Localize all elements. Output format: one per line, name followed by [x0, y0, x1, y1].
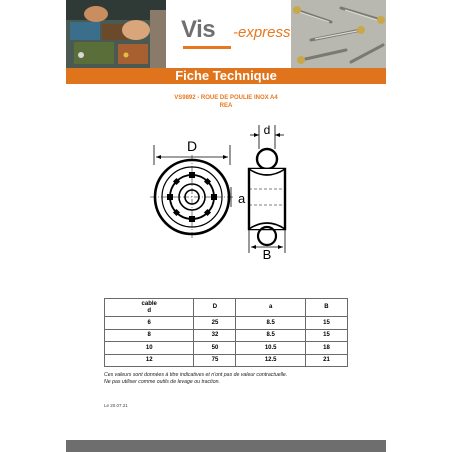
band-title: Fiche Technique: [175, 68, 277, 83]
cell-cable: 6: [105, 317, 194, 330]
header-cable-line2: d: [147, 307, 152, 314]
disclaimer-note: [104, 372, 364, 386]
cell-cable: 12: [105, 354, 194, 367]
table-row: [105, 329, 348, 342]
dimension-D-label: D: [186, 138, 198, 154]
logo-express-text: -express: [233, 24, 291, 41]
fiche-technique-band: [66, 68, 386, 84]
cell-a: 12.5: [236, 354, 305, 367]
dimension-B-label: B: [262, 247, 272, 260]
table-row: [105, 354, 348, 367]
header-D: D: [194, 299, 236, 317]
cell-cable: 8: [105, 329, 194, 342]
cell-B: 15: [305, 329, 347, 342]
dimension-d-label: d: [263, 125, 271, 137]
product-title-line2: REA: [219, 103, 233, 109]
cell-a: 8.5: [236, 329, 305, 342]
logo-underline: [183, 46, 231, 49]
document-date: Le 20.07.21: [104, 403, 128, 408]
table-row: [105, 317, 348, 330]
wheel-front-view: [150, 155, 234, 239]
product-title: [66, 94, 386, 110]
cell-B: 21: [305, 354, 347, 367]
header-cable: [105, 299, 194, 317]
cell-a: 10.5: [236, 342, 305, 355]
logo-vis-text: Vis: [181, 16, 216, 43]
cell-D: 32: [194, 329, 236, 342]
cell-B: 15: [305, 317, 347, 330]
header-B: B: [305, 299, 347, 317]
tools-photo: [66, 0, 166, 68]
product-title-line1: VS9892 - ROUE DE POULIE INOX A4: [174, 95, 278, 101]
document-page: [66, 0, 386, 452]
cell-D: 50: [194, 342, 236, 355]
cell-B: 18: [305, 342, 347, 355]
footer-bar: [66, 440, 386, 452]
table-row: [105, 342, 348, 355]
screws-photo: [291, 0, 386, 68]
header-banner: [66, 0, 386, 68]
cell-D: 25: [194, 317, 236, 330]
dimension-a-label: a: [238, 191, 246, 206]
vis-express-logo[interactable]: [181, 16, 291, 56]
table-header-row: [105, 299, 348, 317]
header-cable-line1: cable: [141, 300, 157, 307]
technical-drawing: [146, 125, 316, 260]
cell-cable: 10: [105, 342, 194, 355]
header-a: a: [236, 299, 305, 317]
disclaimer-line2: Ne pas utiliser comme outils de levage ou traction.: [104, 379, 220, 385]
cell-a: 8.5: [236, 317, 305, 330]
disclaimer-line1: Ces valeurs sont données à titre indicatives et n'ont pas de valeur contractuelle.: [104, 372, 288, 378]
dimensions-table: [104, 298, 348, 367]
wheel-side-view: [249, 125, 285, 260]
cell-D: 75: [194, 354, 236, 367]
